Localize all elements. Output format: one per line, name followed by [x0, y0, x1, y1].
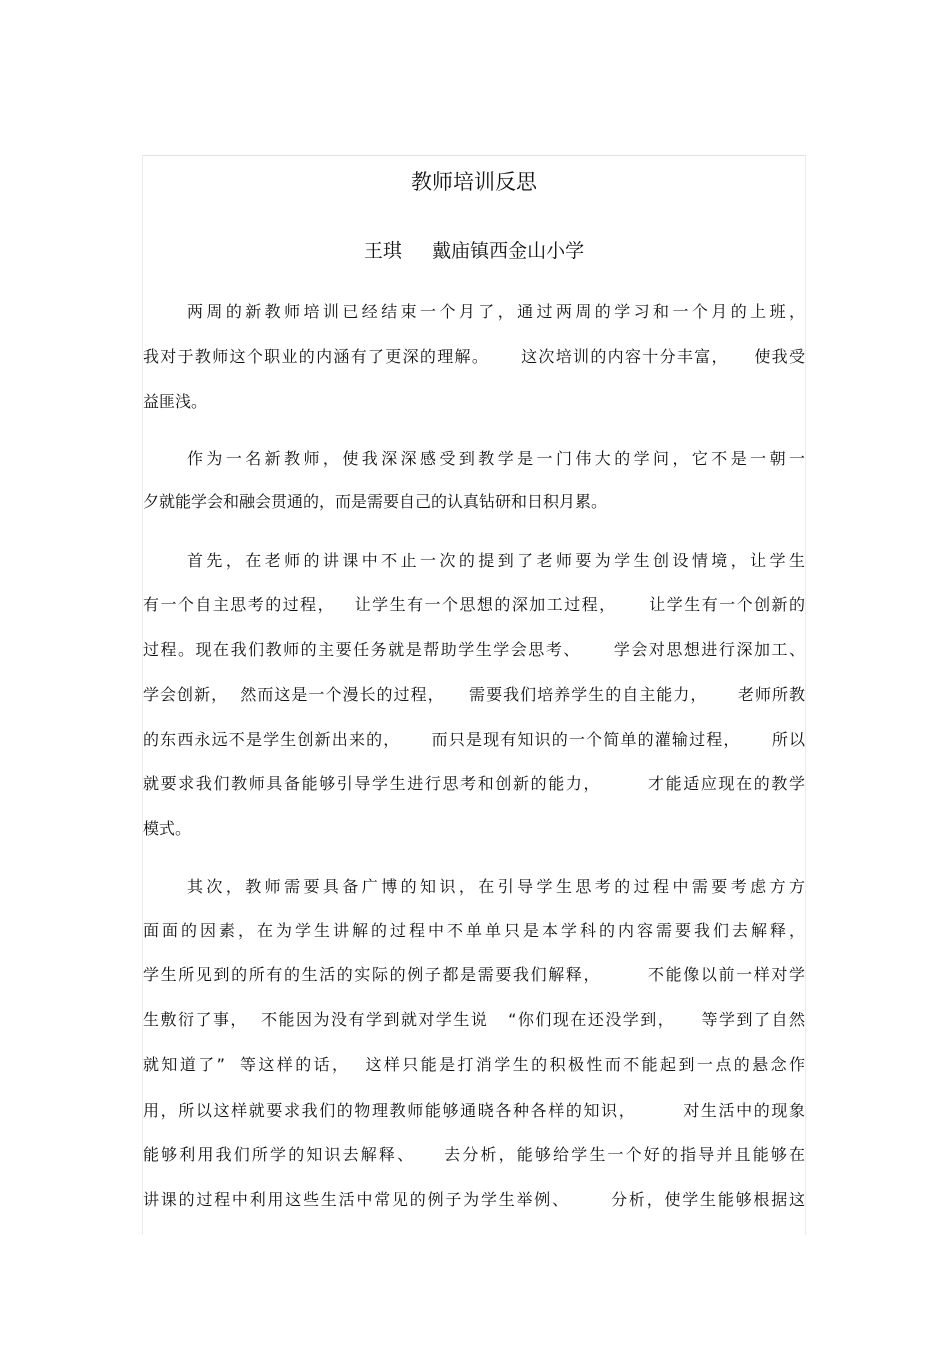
- paragraph-4-line-6: 用，所以这样就要求我们的物理教师能够通晓各种各样的知识， 对生活中的现象: [143, 1101, 805, 1120]
- paragraph-3-line-1: 首先，在老师的讲课中不止一次的提到了老师要为学生创设情境，让学生: [187, 551, 805, 570]
- paragraph-1-line-3: 益匪浅。: [143, 392, 208, 411]
- paragraph-2-line-2: 夕就能学会和融会贯通的，而是需要自己的认真钻研和日积月累。: [143, 492, 608, 511]
- document-title: 教师培训反思: [411, 170, 537, 194]
- paragraph-2-line-1: 作为一名新教师，使我深深感受到教学是一门伟大的学问，它不是一朝一: [187, 449, 805, 468]
- paragraph-1-line-2: 我对于教师这个职业的内涵有了更深的理解。 这次培训的内容十分丰富， 使我受: [143, 347, 805, 366]
- author-byline: 王琪 戴庙镇西金山小学: [363, 240, 585, 262]
- paragraph-1-line-1: 两周的新教师培训已经结束一个月了，通过两周的学习和一个月的上班，: [187, 302, 805, 321]
- paragraph-4-line-7: 能够利用我们所学的知识去解释、 去分析，能够给学生一个好的指导并且能够在: [143, 1145, 805, 1164]
- paragraph-3-line-6: 就要求我们教师具备能够引导学生进行思考和创新的能力， 才能适应现在的教学: [143, 774, 805, 793]
- paragraph-4-line-2: 面面的因素，在为学生讲解的过程中不单单只是本学科的内容需要我们去解释，: [143, 921, 805, 940]
- paragraph-4-line-1: 其次，教师需要具备广博的知识，在引导学生思考的过程中需要考虑方方: [187, 877, 805, 896]
- paragraph-4-line-3: 学生所见到的所有的生活的实际的例子都是需要我们解释， 不能像以前一样对学: [143, 965, 805, 984]
- paragraph-3-line-5: 的东西永远不是学生创新出来的， 而只是现有知识的一个简单的灌输过程， 所以: [143, 730, 805, 749]
- paragraph-3-line-3: 过程。现在我们教师的主要任务就是帮助学生学会思考、 学会对思想进行深加工、: [143, 640, 805, 659]
- paragraph-4-line-5: 就知道了” 等这样的话， 这样只能是打消学生的积极性而不能起到一点的悬念作: [143, 1055, 805, 1074]
- paragraph-4-line-4: 生敷衍了事， 不能因为没有学到就对学生说 “你们现在还没学到， 等学到了自然: [143, 1010, 805, 1029]
- paragraph-4-line-8: 讲课的过程中利用这些生活中常见的例子为学生举例、 分析，使学生能够根据这: [143, 1190, 805, 1209]
- paragraph-3-line-7: 模式。: [143, 819, 192, 838]
- paragraph-3-line-2: 有一个自主思考的过程， 让学生有一个思想的深加工过程， 让学生有一个创新的: [143, 595, 805, 614]
- paragraph-3-line-4: 学会创新， 然而这是一个漫长的过程， 需要我们培养学生的自主能力， 老师所教: [143, 685, 805, 704]
